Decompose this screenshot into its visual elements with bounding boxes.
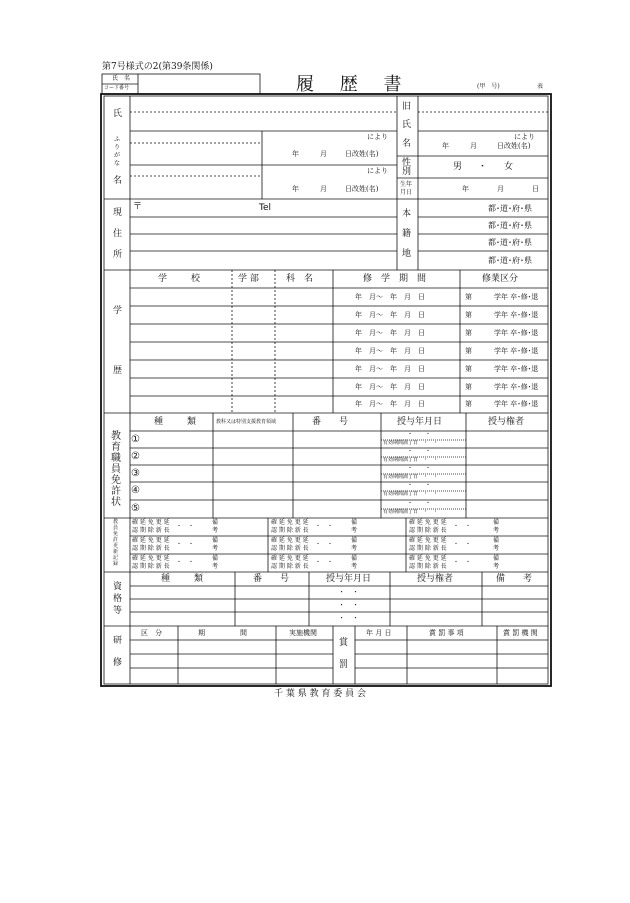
kyoin-dots-5: ・ ・ [407,500,432,507]
month-2: 月 [320,185,327,193]
gender-male: 男 [453,162,463,172]
dai-4: 第 [465,347,472,355]
koshin-ko: 考 [212,527,219,534]
birth-day: 日 [532,185,539,193]
shikaku-char-3: 等 [113,606,123,616]
koshin-side-1: 教 [113,519,119,525]
koshin-dots: ・ ・ [315,559,334,566]
shobatsu-char-2: 罰 [339,660,349,670]
shikaku-bango-header: 番 号 [253,574,290,584]
gakubu-header: 学 部 [238,274,259,284]
koshin-bi: 備 [493,519,500,526]
koshin-line1: 確 延 免 更 延 [271,519,309,526]
furigana-2: り [114,144,121,151]
koshin-line1: 確 延 免 更 延 [132,519,170,526]
shobatsu-date-header: 年 月 日 [366,629,392,637]
kyoin-dots-2: ・ ・ [407,448,432,455]
shikaku-kensha-header: 授与権者 [417,574,454,584]
kyoin-juyo-header: 授与年月日 [397,417,443,427]
shikaku-juyo-header: 授与年月日 [326,574,372,584]
birth-month: 月 [497,185,504,193]
honseki-char-1: 本 [402,209,412,219]
kubun-6: 学年 卒･修･退 [494,383,539,391]
name-label: 氏 名 [112,75,131,82]
koshin-side-2: 員 [113,525,119,531]
kubun-2: 学年 卒･修･退 [494,311,539,319]
mei-label: 名 [113,176,123,186]
shikaku-biko-header: 備 考 [496,574,533,584]
koshin-line1: 確 延 免 更 延 [132,537,170,544]
shikaku-dots-3: ・ ・ [338,614,359,622]
gender-label-1: 性 [402,158,412,168]
kyoin-num-1: ① [131,434,140,445]
kyoin-kokan-2: 有効期間満了日 ・ ・ [383,457,439,463]
kubun-5: 学年 卒･修･退 [494,365,539,373]
kyoin-char-2: 育 [111,442,121,453]
form-number: 第7号様式の2(第39条関係) [102,62,213,72]
kyoin-num-3: ③ [131,468,140,479]
koshin-side-8: 録 [113,561,119,567]
koshin-line1: 確 延 免 更 延 [132,555,170,562]
kyu-month: 月 [470,142,477,150]
dai-1: 第 [465,293,472,301]
period-row-2: 年 月～ 年 月 日 [355,311,425,319]
koshin-bi: 備 [212,537,219,544]
koshin-ko: 考 [212,563,219,570]
shikaku-char-1: 資 [113,582,123,592]
kyoin-kensha-header: 授与権者 [488,417,525,427]
koshin-line2: 認 期 除 新 長 [271,545,309,552]
shobatsu-kikan-header: 賞 罰 機 関 [503,629,538,637]
koshin-side-4: 許 [113,537,119,543]
birth-label-1: 生年 [400,181,413,188]
koshin-bi: 備 [493,555,500,562]
pref-3: 都･道･府･県 [488,238,532,247]
shikaku-dots-1: ・ ・ [338,588,359,596]
year-1: 年 [292,150,299,158]
kyoin-num-5: ⑤ [131,503,140,514]
period-header: 修 学 期 間 [363,274,427,284]
koshin-line1: 確 延 免 更 延 [409,555,447,562]
koshin-dots: ・ ・ [453,541,472,548]
dai-7: 第 [465,400,472,408]
code-label: コード番号 [104,85,130,91]
pref-4: 都･道･府･県 [488,256,532,265]
koshin-line2: 認 期 除 新 長 [271,563,309,570]
koshin-ko: 考 [493,545,500,552]
gakureki-char-1: 学 [113,306,123,316]
koshin-bi: 備 [212,519,219,526]
dai-2: 第 [465,311,472,319]
birth-label-2: 月日 [400,189,413,196]
kyu-label: 旧 [402,102,412,112]
kyoin-char-1: 教 [111,431,121,442]
kyoin-char-3: 職 [111,453,121,464]
gender-female: 女 [504,162,514,172]
kyu-kaisei: 日改姓(名) [497,142,531,150]
period-row-4: 年 月～ 年 月 日 [355,347,425,355]
koshin-side-5: 更 [113,543,119,549]
kyoin-kokan-3: 有効期間満了日 ・ ・ [383,474,439,480]
period-row-6: 年 月～ 年 月 日 [355,383,425,391]
kenshu-kikan2-header: 実施機関 [289,629,317,637]
koshin-side-6: 新 [113,549,119,555]
koshin-dots: ・ ・ [315,523,334,530]
koshin-ko: 考 [351,563,358,570]
koshin-ko: 考 [212,545,219,552]
kyoin-num-4: ④ [131,485,140,496]
kyu-shi-label: 氏 [402,120,412,130]
kyoin-bango-header: 番 号 [312,417,349,427]
pref-1: 都･道･府･県 [488,204,532,213]
dai-3: 第 [465,329,472,337]
kenshu-char-1: 研 [113,636,123,646]
kyoin-char-4: 員 [111,464,121,475]
koshin-line2: 認 期 除 新 長 [132,545,170,552]
koshin-dots: ・ ・ [315,541,334,548]
pref-2: 都･道･府･県 [488,221,532,230]
koshin-dots: ・ ・ [176,541,195,548]
kyoin-kokan-4: 有効期間満了日 ・ ・ [383,491,439,497]
koshin-dots: ・ ・ [453,559,472,566]
address-char-1: 現 [113,208,123,218]
birth-year: 年 [462,185,469,193]
month-1: 月 [320,150,327,158]
kyoin-dots-4: ・ ・ [407,482,432,489]
koshin-ko: 考 [351,527,358,534]
kyoin-shurui-header: 種 類 [154,417,199,427]
kubun-4: 学年 卒･修･退 [494,347,539,355]
koshin-bi: 備 [351,519,358,526]
koshin-dots: ・ ・ [176,523,195,530]
kyoin-kokan-5: 有効期間満了日 ・ ・ [383,509,439,515]
kyoin-kyoka-header: 教科又は特別支援教育領域 [216,419,277,425]
shobatsu-char-1: 賞 [339,638,349,648]
gakureki-char-2: 歴 [113,366,123,376]
kubun-7: 学年 卒･修･退 [494,400,539,408]
koshin-line1: 確 延 免 更 延 [271,537,309,544]
kyu-year: 年 [442,142,449,150]
gender-label-2: 別 [402,167,412,177]
shikaku-char-2: 格 [113,594,123,604]
koshin-line1: 確 延 免 更 延 [409,537,447,544]
honseki-char-3: 地 [402,249,412,259]
kubun-3: 学年 卒･修･退 [494,329,539,337]
period-row-3: 年 月～ 年 月 日 [355,329,425,337]
gender-dot: ・ [478,162,488,172]
shikaku-shurui-header: 種 類 [161,574,206,584]
kyoin-char-7: 状 [111,497,121,508]
gakko-header: 学 校 [158,274,203,284]
koshin-line2: 認 期 除 新 長 [132,563,170,570]
kyoin-dots-1: ・ ・ [407,431,432,438]
koshin-side-3: 免 [113,531,119,537]
page-title: 履 歴 書 [296,74,412,95]
kamei-header: 科 名 [286,274,314,284]
furigana-3: が [114,152,121,159]
koshin-dots: ・ ・ [453,523,472,530]
year-2: 年 [292,185,299,193]
period-row-5: 年 月～ 年 月 日 [355,365,425,373]
period-row-1: 年 月～ 年 月 日 [355,293,425,301]
shi-label: 氏 [113,109,123,119]
kenshu-kikan-header: 期 間 [198,629,247,637]
koshin-bi: 備 [212,555,219,562]
kyu-mei-label: 名 [402,139,412,149]
dai-5: 第 [465,365,472,373]
koshin-ko: 考 [351,545,358,552]
kenshu-kubun-header: 区 分 [141,629,162,637]
koshin-line1: 確 延 免 更 延 [409,519,447,526]
kyoin-char-5: 免 [111,475,121,486]
kyoin-char-6: 許 [111,486,121,497]
koshin-ko: 考 [493,563,500,570]
koshin-bi: 備 [351,555,358,562]
koshin-side-7: 記 [113,555,119,561]
kyoin-num-2: ② [131,451,140,462]
address-char-2: 住 [113,229,123,239]
niyori-1: により [367,133,388,141]
kubun-1: 学年 卒･修･退 [494,293,539,301]
koshin-line2: 認 期 除 新 長 [409,545,447,552]
title-ko: (甲 号) [477,83,500,90]
honseki-char-2: 籍 [402,229,412,239]
kyu-niyori: により [514,133,535,141]
koshin-line1: 確 延 免 更 延 [271,555,309,562]
address-char-3: 所 [113,250,123,260]
koshin-dots: ・ ・ [176,559,195,566]
koshin-line2: 認 期 除 新 長 [409,563,447,570]
furigana-4: な [114,160,121,167]
footer-org: 千 葉 県 教 育 委 員 会 [274,689,367,699]
koshin-line2: 認 期 除 新 長 [132,527,170,534]
shikaku-dots-2: ・ ・ [338,601,359,609]
title-omote: 表 [537,83,544,90]
kenshu-char-2: 修 [113,658,123,668]
tel-label: Tel [259,203,272,213]
koshin-line2: 認 期 除 新 長 [409,527,447,534]
kyoin-kokan-1: 有効期間満了日 ・ ・ [383,440,439,446]
postal-mark: 〒 [133,202,143,212]
koshin-line2: 認 期 除 新 長 [271,527,309,534]
niyori-2: により [367,167,388,175]
period-row-7: 年 月～ 年 月 日 [355,400,425,408]
furigana-1: ふ [114,136,121,143]
koshin-bi: 備 [351,537,358,544]
kyoin-dots-3: ・ ・ [407,465,432,472]
kaisei-2: 日改姓(名) [345,185,379,193]
kubun-header: 修業区分 [482,274,519,284]
shobatsu-jiko-header: 賞 罰 事 項 [429,629,464,637]
koshin-ko: 考 [493,527,500,534]
koshin-bi: 備 [493,537,500,544]
kaisei-1: 日改姓(名) [345,150,379,158]
dai-6: 第 [465,383,472,391]
